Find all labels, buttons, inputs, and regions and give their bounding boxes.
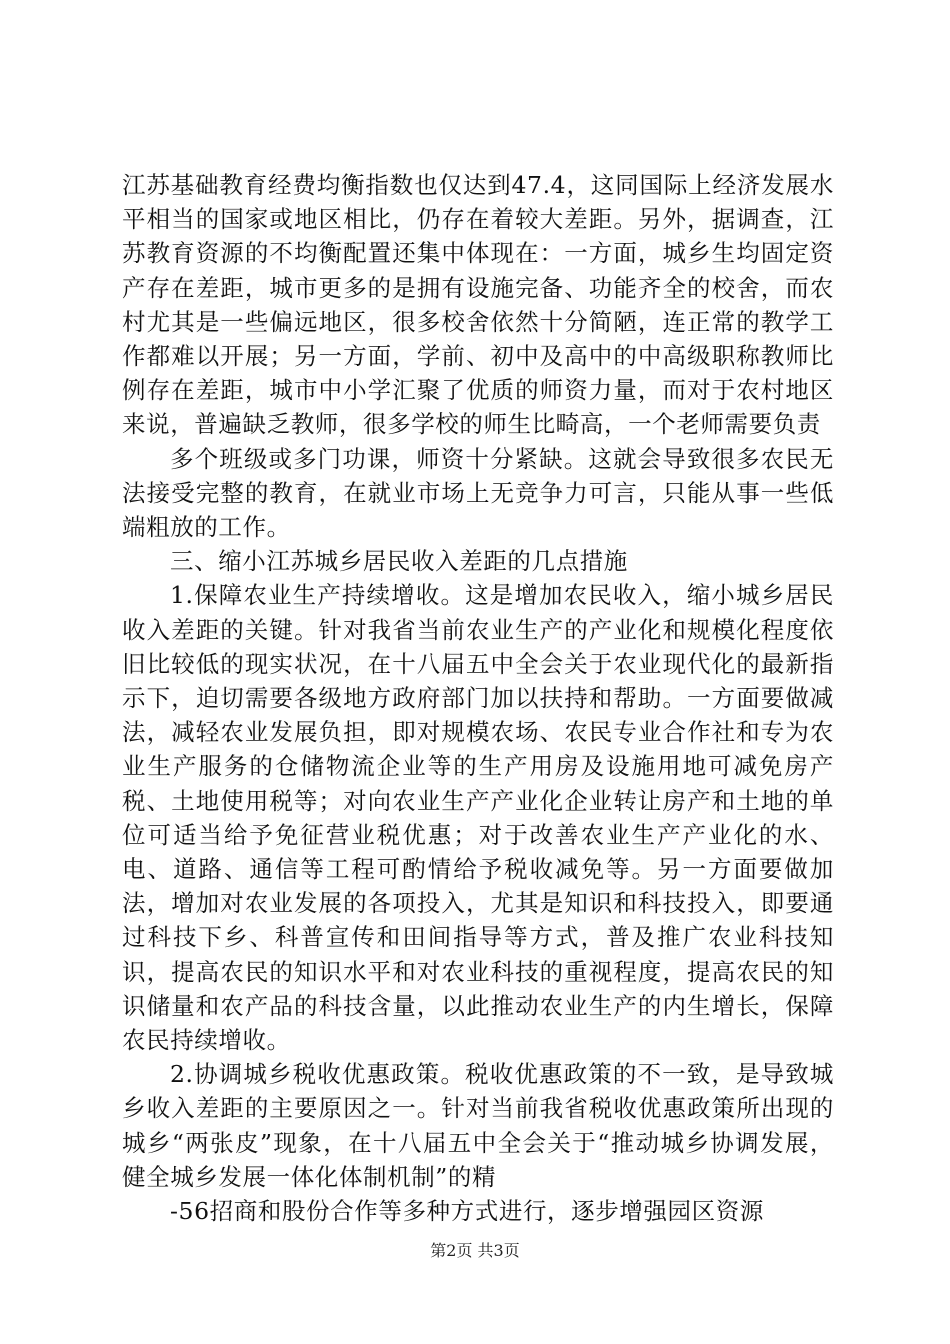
section-heading-measures: 三、缩小江苏城乡居民收入差距的几点措施 <box>170 547 628 576</box>
paragraph-measure-2: 2.协调城乡税收优惠政策。税收优惠政策的不一致，是导致城乡收入差距的主要原因之一。针对当前我省税收优惠政策所出现的城乡“两张皮”现象，在十八届五中全会关于“推动城乡协调发展，健全城乡发展一体化体制机制”的精 <box>122 1060 834 1191</box>
paragraph-fragment: -56招商和股份合作等多种方式进行，逐步增强园区资源 <box>170 1197 764 1226</box>
paragraph-teacher-shortage: 多个班级或多门功课，师资十分紧缺。这就会导致很多农民无法接受完整的教育，在就业市场上无竞争力可言，只能从事一些低端粗放的工作。 <box>122 444 834 542</box>
document-body <box>122 168 834 1228</box>
page-number-footer: 第2页 共3页 <box>430 1241 520 1260</box>
paragraph-measure-1: 1.保障农业生产持续增收。这是增加农民收入，缩小城乡居民收入差距的关键。针对我省当前农业生产的产业化和规模化程度依旧比较低的现实状况，在十八届五中全会关于农业现代化的最新指示下，迫切需要各级地方政府部门加以扶持和帮助。一方面要做减法，减轻农业发展负担，即对规模农场、农民专业合作社和专为农业生产服务的仓储物流企业等的生产用房及设施用地可减免房产税、土地使用税等；对向农业生产产业化企业转让房产和土地的单位可适当给予免征营业税优惠；对于改善农业生产产业化的水、电、道路、通信等工程可酌情给予税收减免等。另一方面要做加法，增加对农业发展的各项投入，尤其是知识和科技投入，即要通过科技下乡、科普宣传和田间指导等方式，普及推广农业科技知识，提高农民的知识水平和对农业科技的重视程度，提高农民的知识储量和农产品的科技含量，以此推动农业生产的内生增长，保障农民持续增收。 <box>122 581 834 1055</box>
paragraph-education-gap: 江苏基础教育经费均衡指数也仅达到47.4，这同国际上经济发展水平相当的国家或地区相比，仍存在着较大差距。另外，据调查，江苏教育资源的不均衡配置还集中体现在：一方面，城乡生均固定资产存在差距，城市更多的是拥有设施完备、功能齐全的校舍，而农村尤其是一些偏远地区，很多校舍依然十分简陋，连正常的教学工作都难以开展；另一方面，学前、初中及高中的中高级职称教师比例存在差距，城市中小学汇聚了优质的师资力量，而对于农村地区来说，普遍缺乏教师，很多学校的师生比畸高，一个老师需要负责 <box>122 171 834 439</box>
